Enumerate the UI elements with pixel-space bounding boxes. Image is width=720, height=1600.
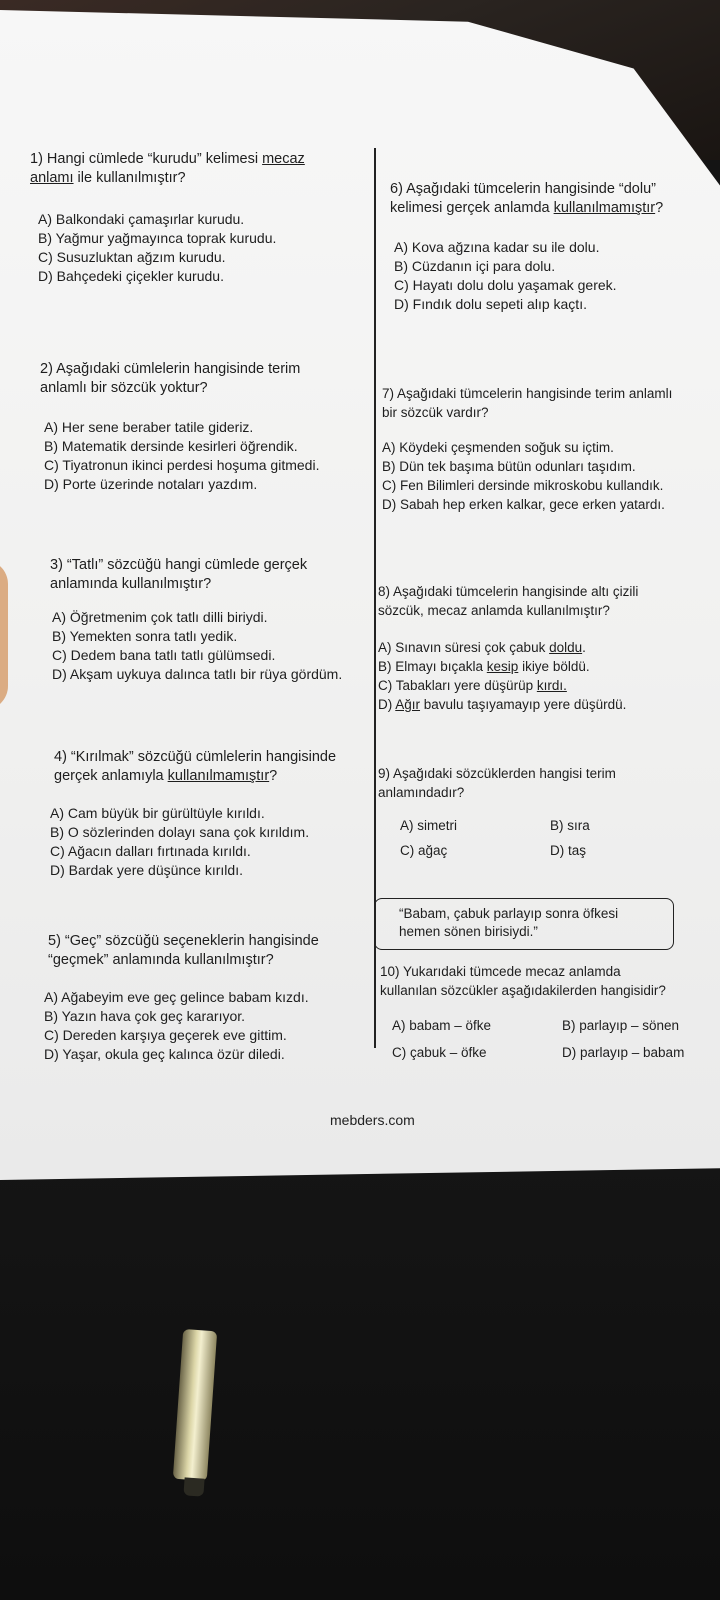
q9-option-a: A) simetri	[400, 818, 457, 833]
q3-line-2: anlamında kullanılmıştır?	[50, 576, 212, 592]
q6-option-b: B) Cüzdanın içi para dolu.	[394, 258, 556, 274]
finger	[0, 560, 8, 710]
background-table	[0, 1160, 720, 1600]
q6-option-d: D) Fındık dolu sepeti alıp kaçtı.	[394, 296, 587, 312]
q4-text: gerçek anlamıyla	[54, 768, 168, 784]
q6-text: kelimesi gerçek anlamda	[390, 200, 554, 216]
q6-underlined: kullanılmamıştır	[553, 200, 656, 216]
q2-line-1: 2) Aşağıdaki cümlelerin hangisinde terim	[40, 361, 301, 377]
q2-option-c: C) Tiyatronun ikinci perdesi hoşuma gitmedi.	[44, 457, 320, 473]
q10-option-a: A) babam – öfke	[392, 1018, 492, 1033]
q7-option-b: B) Dün tek başıma bütün odunları taşıdım.	[382, 459, 636, 474]
q5-option-a: A) Ağabeyim eve geç gelince babam kızdı.	[44, 989, 309, 1005]
q7-line-2: bir sözcük vardır?	[382, 405, 489, 420]
q3-option-a: A) Öğretmenim çok tatlı dilli biriydi.	[52, 609, 268, 625]
q7-option-c: C) Fen Bilimleri dersinde mikroskobu kullandık.	[382, 478, 664, 493]
q1-text: 1) Hangi cümlede “kurudu” kelimesi	[30, 151, 263, 167]
pen-tip	[183, 1477, 204, 1496]
q4-text-end: ?	[269, 768, 278, 784]
question-5	[44, 932, 368, 1064]
question-1	[30, 150, 360, 286]
q5-line-1: 5) “Geç” sözcüğü seçeneklerin hangisinde	[48, 933, 319, 949]
question-3	[50, 556, 380, 684]
question-8	[378, 582, 713, 714]
q9-option-c: C) ağaç	[400, 843, 448, 858]
q7-line-1: 7) Aşağıdaki tümcelerin hangisinde terim anlamlı	[382, 386, 673, 401]
q10-option-d: D) parlayıp – babam	[562, 1045, 685, 1060]
question-2	[40, 360, 370, 494]
q5-option-c: C) Dereden karşıya geçerek eve gittim.	[44, 1027, 287, 1043]
q6-line-1: 6) Aşağıdaki tümcelerin hangisinde “dolu”	[390, 181, 656, 197]
q6-text-end: ?	[655, 200, 664, 216]
q1-underlined-2: anlamı	[30, 170, 74, 186]
q1-option-a: A) Balkondaki çamaşırlar kurudu.	[38, 211, 245, 227]
q8-option-d: D) Ağır bavulu taşıyamayıp yere düşürdü.	[378, 697, 627, 712]
q6-option-a: A) Kova ağzına kadar su ile dolu.	[394, 239, 600, 255]
q4-underlined: kullanılmamıştır	[167, 768, 270, 784]
footer-source: mebders.com	[330, 1112, 415, 1128]
q10-option-b: B) parlayıp – sönen	[562, 1018, 680, 1033]
q10-quote-line-1: “Babam, çabuk parlayıp sonra öfkesi	[399, 906, 619, 921]
q8-line-1: 8) Aşağıdaki tümcelerin hangisinde altı çizili	[378, 584, 639, 599]
q10-quote-line-2: hemen sönen birisiydi.”	[399, 924, 538, 939]
q2-option-b: B) Matematik dersinde kesirleri öğrendik.	[44, 438, 298, 454]
q1-text-2: ile kullanılmıştır?	[73, 170, 186, 186]
q8-option-b: B) Elmayı bıçakla kesip ikiye böldü.	[378, 659, 590, 674]
q1-option-c: C) Susuzluktan ağzım kurudu.	[38, 249, 226, 265]
question-6	[390, 180, 715, 314]
q3-option-b: B) Yemekten sonra tatlı yedik.	[52, 628, 238, 644]
q9-line-2: anlamındadır?	[378, 785, 465, 800]
q10-line-1: 10) Yukarıdaki tümcede mecaz anlamda	[380, 964, 621, 979]
q9-option-b: B) sıra	[550, 818, 590, 833]
q3-option-c: C) Dedem bana tatlı tatlı gülümsedi.	[52, 647, 276, 663]
q4-line-1: 4) “Kırılmak” sözcüğü cümlelerin hangisinde	[54, 749, 337, 765]
question-10	[380, 962, 715, 1062]
q7-option-d: D) Sabah hep erken kalkar, gece erken yatardı.	[382, 497, 665, 512]
q7-option-a: A) Köydeki çeşmenden soğuk su içtim.	[382, 440, 614, 455]
q4-option-b: B) O sözlerinden dolayı sana çok kırıldım.	[50, 824, 310, 840]
q9-option-d: D) taş	[550, 843, 587, 858]
question-9	[378, 764, 713, 860]
q8-line-2: sözcük, mecaz anlamda kullanılmıştır?	[378, 603, 610, 618]
q5-option-b: B) Yazın hava çok geç kararıyor.	[44, 1008, 246, 1024]
q2-line-2: anlamlı bir sözcük yoktur?	[40, 380, 208, 396]
q8-option-a: A) Sınavın süresi çok çabuk doldu.	[378, 640, 586, 655]
q2-option-d: D) Porte üzerinde notaları yazdım.	[44, 476, 258, 492]
q4-option-a: A) Cam büyük bir gürültüyle kırıldı.	[50, 805, 265, 821]
q1-option-b: B) Yağmur yağmayınca toprak kurudu.	[38, 230, 277, 246]
q8-option-c: C) Tabakları yere düşürüp kırdı.	[378, 678, 567, 693]
q4-option-d: D) Bardak yere düşünce kırıldı.	[50, 862, 243, 878]
q10-option-c: C) çabuk – öfke	[392, 1045, 487, 1060]
q3-option-d: D) Akşam uykuya dalınca tatlı bir rüya gördüm.	[52, 666, 343, 682]
q9-line-1: 9) Aşağıdaki sözcüklerden hangisi terim	[378, 766, 616, 781]
q3-line-1: 3) “Tatlı” sözcüğü hangi cümlede gerçek	[50, 557, 308, 573]
q4-option-c: C) Ağacın dalları fırtınada kırıldı.	[50, 843, 251, 859]
question-7	[382, 384, 717, 514]
q1-option-d: D) Bahçedeki çiçekler kurudu.	[38, 268, 224, 284]
q6-option-c: C) Hayatı dolu dolu yaşamak gerek.	[394, 277, 617, 293]
q2-option-a: A) Her sene beraber tatile gideriz.	[44, 419, 254, 435]
q5-line-2: “geçmek” anlamında kullanılmıştır?	[48, 952, 274, 968]
q1-underlined: mecaz	[262, 151, 305, 167]
q10-line-2: kullanılan sözcükler aşağıdakilerden hangisidir?	[380, 983, 666, 998]
q5-option-d: D) Yaşar, okula geç kalınca özür diledi.	[44, 1046, 285, 1062]
question-4	[50, 748, 374, 880]
q10-quote-box	[374, 898, 674, 950]
